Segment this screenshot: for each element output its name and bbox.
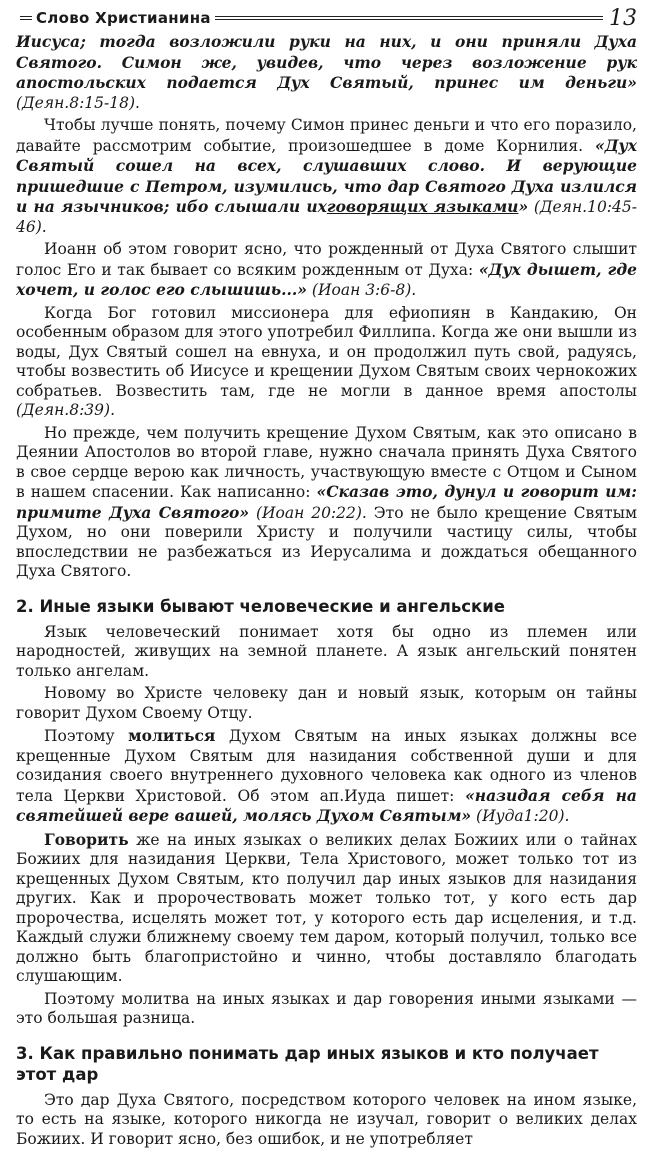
page-body (16, 32, 637, 1149)
scripture-quote: «назидая себя на святейшей вере вашей, молясь Духом Святым» (16, 786, 637, 826)
paragraph-text: Это дар Духа Святого, посредством которого человек на ином языке, то есть на языке, которого никогда не изучал, говорит о великих делах Божиих. И говорит ясно, без ошибок, и не употребляет (16, 1091, 637, 1148)
emphasis: Говорить (44, 830, 129, 849)
paragraph-text: Поэтому молитва на иных языках и дар говорения иными языками — это большая разница. (16, 990, 637, 1028)
page-number: 13 (609, 6, 637, 31)
scripture-reference: (Иоан 3:6-8). (307, 281, 416, 299)
paragraph (16, 1091, 637, 1149)
paragraph-text: Поэтому (44, 727, 128, 745)
section-heading: 2. Иные языки бывают человеческие и ангельские (16, 596, 637, 617)
header-rule-right (215, 16, 603, 20)
paragraph (16, 116, 637, 237)
quote-close: » (518, 197, 528, 216)
scripture-reference: (Иуда1:20). (471, 807, 569, 825)
paragraph-text: Это не было крещение Святым Духом, но они поверили Христу и получили частицу силы, чтобы впоследствии не разбежаться из Иерусалима и дождаться обещанного Духа Святого. (16, 504, 637, 581)
paragraph (16, 424, 637, 582)
scripture-quote: «Дух дышет, где хочет, и голос его слышишь...» (16, 260, 637, 300)
section-heading: 3. Как правильно понимать дар иных языков и кто получает этот дар (16, 1043, 637, 1085)
scripture-reference: (Деян.10:45-46). (16, 198, 637, 236)
scripture-reference: (Деян.8:39). (16, 401, 115, 419)
paragraph (16, 990, 637, 1029)
paragraph-text: Когда Бог готовил миссионера для ефиопиян в Кандакию, Он особенным образом для этого употребил Филлипа. Когда же они вышли из воды, Дух Святый сошел на евнуха, и он продолжил путь свой, радуясь, чтобы возвестить об Иисусе и крещении Духом Святым своих чернокожих собратьев. Возвестить там, где не могли в данное время апостолы (16, 304, 637, 400)
header-rule-left (20, 16, 32, 20)
paragraph (16, 830, 637, 987)
scripture-quote: Иисуса; тогда возложили руки на них, и они приняли Духа Святого. Симон же, увидев, что через возложение рук апостольских подается Дух Святый, принес им деньги» (16, 32, 637, 92)
paragraph-text: Духом Святым на иных языках должны все крещенные Духом Святым для назидания собственной души и для созидания своего внутреннего духовного человека как одного из членов тела Церкви Христовой. Об этом ап.Иуда пишет: (16, 727, 637, 805)
paragraph-text: Но прежде, чем получить крещение Духом Святым, как это описано в Деянии Апостолов во второй главе, нужно сначала принять Духа Святого в свое сердце верою как личность, участвующую вместе с Отцом и Сыном в нашем спасении. Как написанно: (16, 424, 637, 502)
scripture-quote: «Сказав это, дунул и говорит им: примите Духа Святого» (16, 482, 637, 522)
emphasis: молиться (128, 726, 215, 745)
paragraph (16, 684, 637, 723)
paragraph (16, 32, 637, 113)
scripture-reference: (Деян.8:15-18). (16, 94, 140, 112)
scripture-reference: (Иоан 20:22). (249, 504, 367, 522)
paragraph-text: Чтобы лучше понять, почему Симон принес деньги и что его поразило, давайте рассмотрим событие, произошедшее в доме Корнилия. (16, 116, 637, 155)
paragraph-text: Язык человеческий понимает хотя бы одно из племен или народностей, живущих на земной планете. А язык ангельский понятен только ангелам. (16, 623, 637, 680)
running-title: Слово Христианина (36, 9, 211, 27)
underlined-phrase: говорящих языками (327, 197, 519, 216)
paragraph-text: Новому во Христе человеку дан и новый язык, которым он тайны говорит Духом Своему Отцу. (16, 684, 637, 722)
paragraph (16, 240, 637, 301)
paragraph (16, 726, 637, 827)
paragraph-text: Иоанн об этом говорит ясно, что рожденный от Духа Святого слышит голос Его и так бывает со всяким рожденным от Духа: (16, 240, 637, 279)
paragraph (16, 623, 637, 682)
paragraph-text: же на иных языках о великих делах Божиих или о тайнах Божиих для назидания Церкви, Тела Христового, может только тот из крещенных Духом Святым, кто получил дар иных языков для назидания других. Как и пророчествовать может только тот, у кого есть дар пророчества, исцелять может тот, у которого есть дар исцеления, и т.д. Каждый служи ближнему своему тем даром, который получил, только все должно быть благопристойно и чинно, чтобы доставляло благодать слушающим. (16, 831, 637, 986)
scripture-quote: «Дух Святый сошел на всех, слушавших слово. И верующие пришедшие с Петром, изумились, что дар Святого Духа излился и на язычников; ибо слышали их (16, 136, 637, 217)
running-head (16, 4, 637, 32)
paragraph (16, 304, 637, 421)
